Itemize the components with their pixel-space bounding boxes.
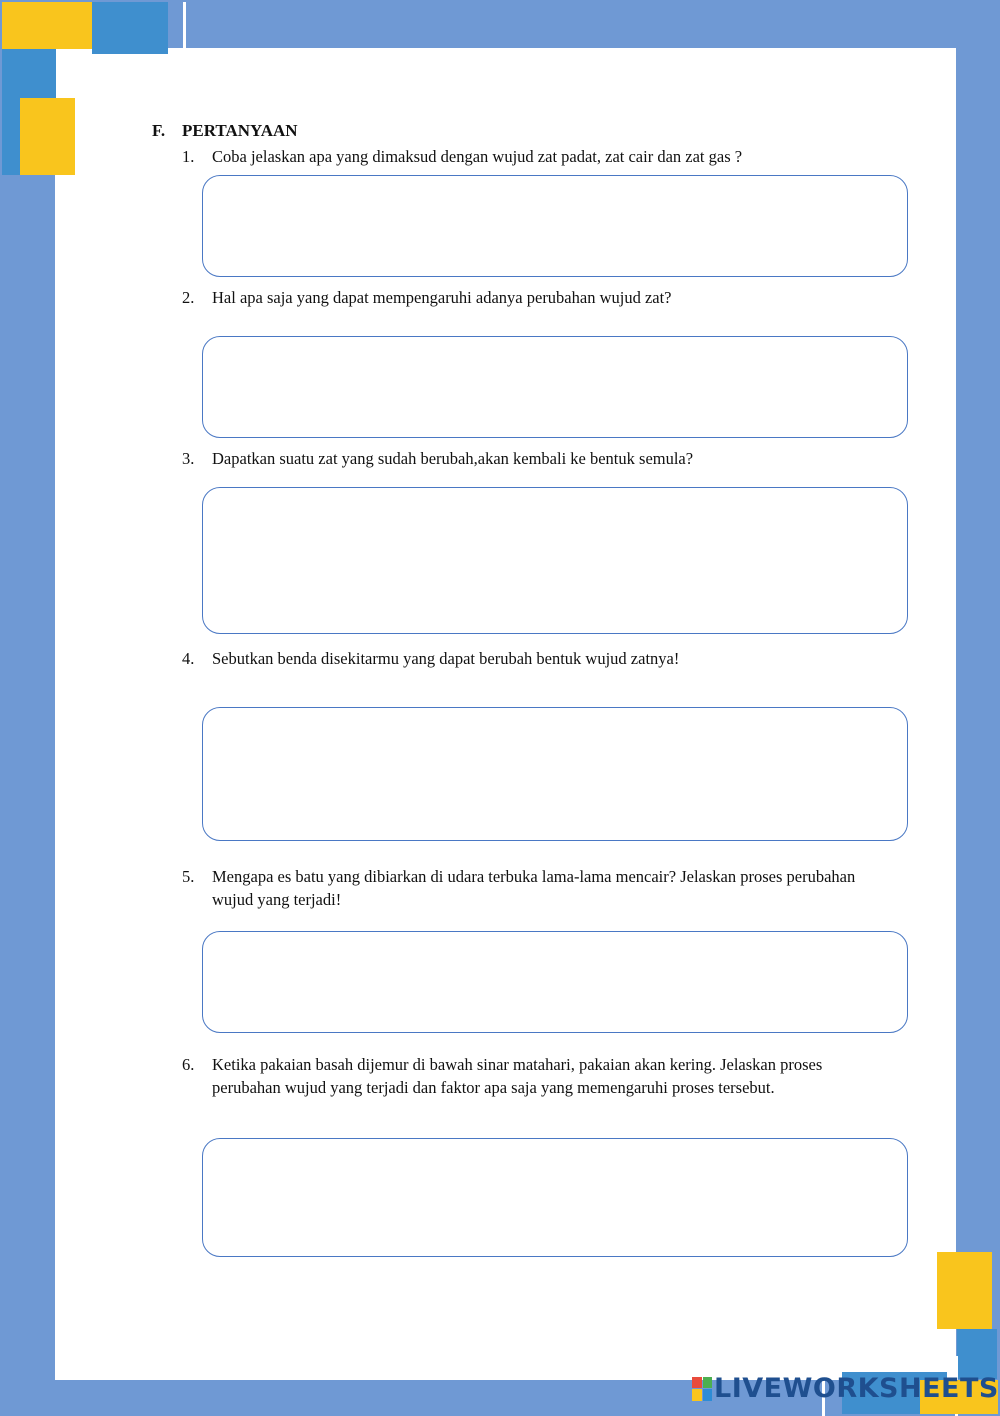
question-number: 6. (182, 1055, 195, 1074)
question-2 (182, 286, 862, 309)
decorative-square-yellow-bottom-right (937, 1252, 992, 1329)
decorative-square-yellow-top-left (2, 2, 92, 49)
section-letter: F. (152, 121, 166, 140)
answer-box-6[interactable] (202, 1138, 908, 1257)
question-text: Sebutkan benda disekitarmu yang dapat berubah bentuk wujud zatnya! (212, 649, 680, 668)
question-text: Dapatkan suatu zat yang sudah berubah,akan kembali ke bentuk semula? (212, 449, 694, 468)
answer-box-5[interactable] (202, 931, 908, 1033)
question-number: 3. (182, 449, 195, 468)
answer-box-4[interactable] (202, 707, 908, 841)
question-text: Ketika pakaian basah dijemur di bawah sinar matahari, pakaian akan kering. Jelaskan proses perubahan wujud yang terjadi dan faktor apa saja yang memengaruhi proses tersebut. (212, 1055, 823, 1097)
question-number: 4. (182, 649, 195, 668)
answer-box-1[interactable] (202, 175, 908, 277)
decorative-square-blue-bottom-right (957, 1329, 997, 1379)
liveworksheets-logo[interactable] (692, 1373, 999, 1404)
answer-box-3[interactable] (202, 487, 908, 634)
question-text: Coba jelaskan apa yang dimaksud dengan wujud zat padat, zat cair dan zat gas ? (212, 147, 743, 166)
answer-box-2[interactable] (202, 336, 908, 438)
section-title: PERTANYAAN (182, 121, 298, 140)
question-5 (182, 865, 862, 911)
decorative-square-blue-top (92, 2, 168, 54)
section-heading (152, 121, 298, 141)
decorative-square-blue-left (2, 49, 56, 99)
question-4 (182, 647, 862, 670)
decorative-square-yellow-left (20, 98, 75, 175)
question-number: 1. (182, 147, 195, 166)
decorative-strip-blue-left (2, 98, 20, 175)
question-text: Hal apa saja yang dapat mempengaruhi adanya perubahan wujud zat? (212, 288, 672, 307)
liveworksheets-logo-icon (692, 1377, 712, 1401)
question-number: 5. (182, 867, 195, 886)
logo-text: LIVEWORKSHEETS (714, 1373, 999, 1404)
question-text: Mengapa es batu yang dibiarkan di udara terbuka lama-lama mencair? Jelaskan proses perubahan wujud yang terjadi! (212, 867, 856, 909)
question-6 (182, 1053, 862, 1099)
question-1 (182, 145, 862, 168)
question-number: 2. (182, 288, 195, 307)
question-3 (182, 447, 862, 470)
